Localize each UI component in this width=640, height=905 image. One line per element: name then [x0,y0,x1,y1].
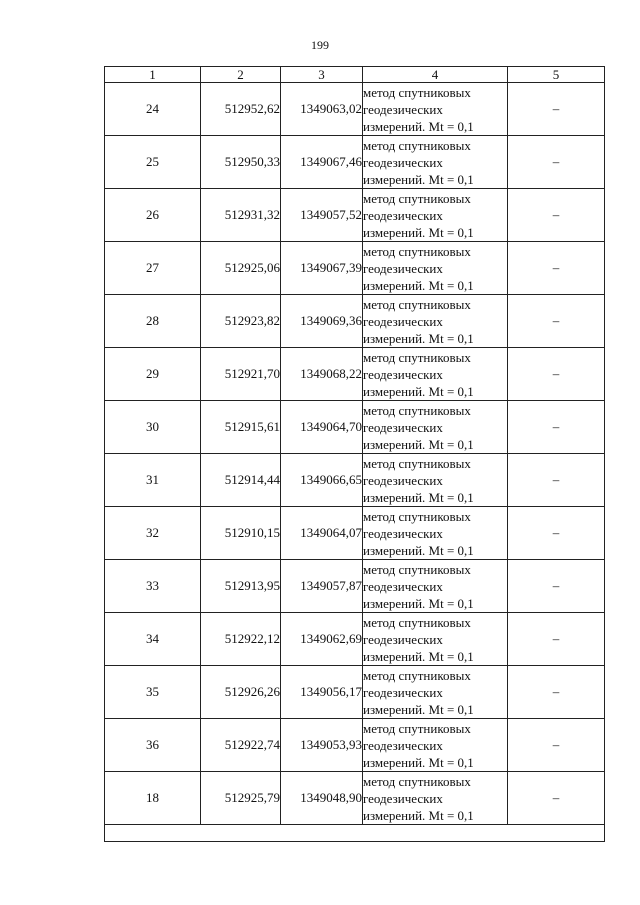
coordinate-x: 512910,15 [201,507,281,560]
method-line: измерений. Mt = 0,1 [363,224,474,240]
point-number: 18 [105,772,201,825]
method-description [363,242,508,295]
method-line: измерений. Mt = 0,1 [363,277,474,293]
note-dash: – [508,348,605,401]
method-line: измерений. Mt = 0,1 [363,807,474,823]
method-line: метод спутниковых [363,190,471,206]
method-description [363,189,508,242]
method-line: измерений. Mt = 0,1 [363,542,474,558]
column-header-4: 4 [363,67,508,83]
method-description [363,666,508,719]
method-description [363,295,508,348]
note-dash: – [508,454,605,507]
method-line: измерений. Mt = 0,1 [363,489,474,505]
point-number: 29 [105,348,201,401]
method-line: геодезических [363,790,443,806]
coordinate-y: 1349048,90 [281,772,363,825]
method-line: геодезических [363,631,443,647]
coordinate-y: 1349069,36 [281,295,363,348]
coordinate-y: 1349063,02 [281,83,363,136]
note-dash: – [508,613,605,666]
table-row [105,454,605,507]
table-row [105,136,605,189]
empty-cell [105,825,605,842]
note-dash: – [508,295,605,348]
coordinate-y: 1349053,93 [281,719,363,772]
coordinate-y: 1349062,69 [281,613,363,666]
method-line: измерений. Mt = 0,1 [363,118,474,134]
method-line: измерений. Mt = 0,1 [363,701,474,717]
method-line: геодезических [363,260,443,276]
coordinate-y: 1349067,46 [281,136,363,189]
method-line: геодезических [363,207,443,223]
method-description [363,719,508,772]
table-row [105,613,605,666]
point-number: 30 [105,401,201,454]
method-line: метод спутниковых [363,508,471,524]
method-line: метод спутниковых [363,137,471,153]
table-row [105,295,605,348]
point-number: 31 [105,454,201,507]
coordinate-x: 512915,61 [201,401,281,454]
coordinate-y: 1349064,07 [281,507,363,560]
method-line: метод спутниковых [363,349,471,365]
column-header-1: 1 [105,67,201,83]
coordinate-x: 512922,12 [201,613,281,666]
method-line: метод спутниковых [363,455,471,471]
table-row [105,83,605,136]
point-number: 28 [105,295,201,348]
point-number: 34 [105,613,201,666]
coordinate-x: 512925,79 [201,772,281,825]
note-dash: – [508,507,605,560]
table-header-row [105,67,605,83]
column-header-2: 2 [201,67,281,83]
point-number: 25 [105,136,201,189]
method-line: геодезических [363,737,443,753]
method-line: измерений. Mt = 0,1 [363,595,474,611]
note-dash: – [508,189,605,242]
coordinate-y: 1349064,70 [281,401,363,454]
method-description [363,401,508,454]
coordinate-x: 512952,62 [201,83,281,136]
table-row [105,560,605,613]
coordinate-x: 512950,33 [201,136,281,189]
method-line: геодезических [363,578,443,594]
table-row [105,507,605,560]
method-description [363,348,508,401]
method-line: метод спутниковых [363,773,471,789]
coordinate-x: 512921,70 [201,348,281,401]
method-line: метод спутниковых [363,667,471,683]
coordinate-x: 512923,82 [201,295,281,348]
method-description [363,772,508,825]
method-line: метод спутниковых [363,243,471,259]
method-line: геодезических [363,684,443,700]
method-line: метод спутниковых [363,614,471,630]
point-number: 33 [105,560,201,613]
note-dash: – [508,719,605,772]
page-number: 199 [311,38,329,52]
coordinate-x: 512931,32 [201,189,281,242]
coordinate-x: 512922,74 [201,719,281,772]
point-number: 26 [105,189,201,242]
coordinates-table [104,66,605,842]
method-line: метод спутниковых [363,720,471,736]
note-dash: – [508,772,605,825]
method-description [363,136,508,189]
method-description [363,560,508,613]
note-dash: – [508,560,605,613]
method-line: метод спутниковых [363,84,471,100]
note-dash: – [508,83,605,136]
method-line: геодезических [363,472,443,488]
method-line: геодезических [363,154,443,170]
point-number: 32 [105,507,201,560]
table-row [105,772,605,825]
method-line: измерений. Mt = 0,1 [363,754,474,770]
coordinate-y: 1349057,87 [281,560,363,613]
coordinate-y: 1349056,17 [281,666,363,719]
note-dash: – [508,242,605,295]
note-dash: – [508,401,605,454]
method-description [363,507,508,560]
method-line: измерений. Mt = 0,1 [363,648,474,664]
coordinate-y: 1349066,65 [281,454,363,507]
method-line: измерений. Mt = 0,1 [363,171,474,187]
method-description [363,613,508,666]
method-line: геодезических [363,313,443,329]
method-line: геодезических [363,101,443,117]
coordinate-x: 512925,06 [201,242,281,295]
method-line: геодезических [363,366,443,382]
table-row [105,189,605,242]
table-row [105,242,605,295]
empty-row [105,825,605,842]
method-line: измерений. Mt = 0,1 [363,383,474,399]
point-number: 24 [105,83,201,136]
table-row [105,401,605,454]
method-line: метод спутниковых [363,402,471,418]
method-description [363,83,508,136]
note-dash: – [508,666,605,719]
method-line: метод спутниковых [363,296,471,312]
point-number: 36 [105,719,201,772]
method-description [363,454,508,507]
method-line: геодезических [363,419,443,435]
point-number: 35 [105,666,201,719]
table-row [105,348,605,401]
table-row [105,719,605,772]
method-line: измерений. Mt = 0,1 [363,436,474,452]
coordinate-x: 512914,44 [201,454,281,507]
coordinate-x: 512926,26 [201,666,281,719]
coordinate-y: 1349068,22 [281,348,363,401]
method-line: геодезических [363,525,443,541]
column-header-5: 5 [508,67,605,83]
method-line: метод спутниковых [363,561,471,577]
coordinate-x: 512913,95 [201,560,281,613]
note-dash: – [508,136,605,189]
table-row [105,666,605,719]
coordinate-y: 1349057,52 [281,189,363,242]
column-header-3: 3 [281,67,363,83]
table-body [105,83,605,842]
point-number: 27 [105,242,201,295]
coordinate-y: 1349067,39 [281,242,363,295]
method-line: измерений. Mt = 0,1 [363,330,474,346]
